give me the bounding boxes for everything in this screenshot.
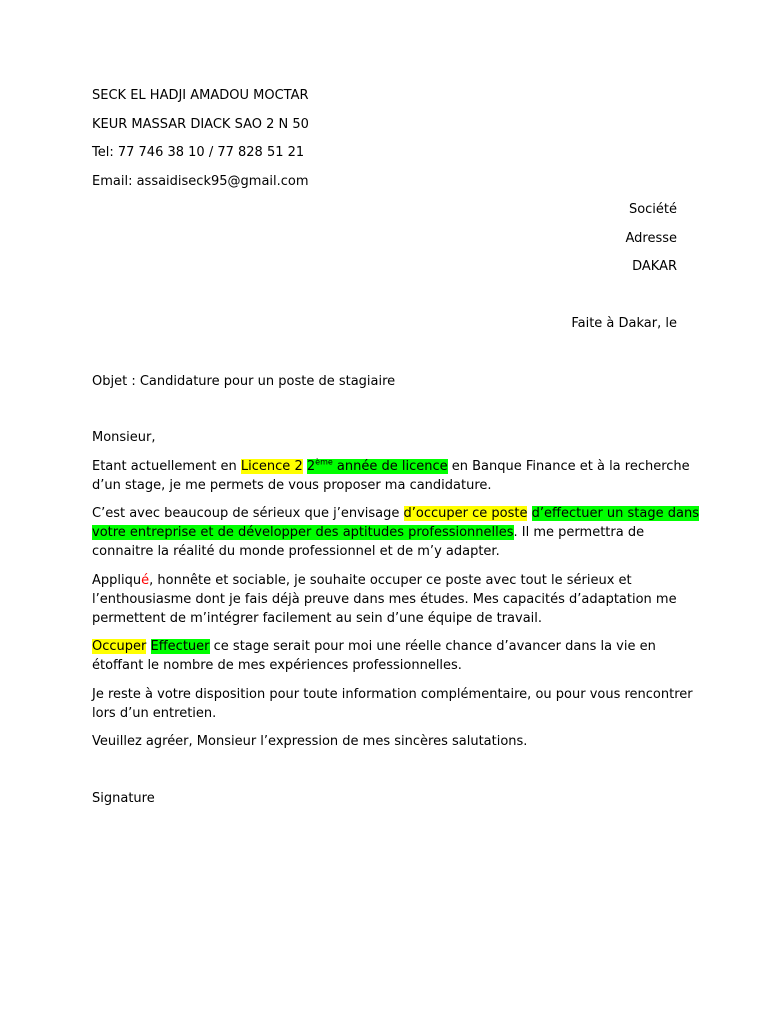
paragraph-1-line-1 bbox=[92, 457, 690, 476]
text-span: . Il me permettra de bbox=[513, 525, 645, 540]
highlight-yellow: Occuper bbox=[92, 639, 147, 654]
superscript: ème bbox=[315, 457, 333, 467]
recipient-address: Adresse bbox=[625, 231, 677, 246]
sender-email: Email: assaidiseck95@gmail.com bbox=[92, 174, 309, 189]
text-span: Appliqu bbox=[92, 573, 142, 588]
text-span: Etant actuellement en bbox=[92, 459, 241, 474]
text-span bbox=[146, 639, 150, 654]
paragraph-5 bbox=[92, 685, 693, 723]
paragraph-3-line-1 bbox=[92, 571, 680, 590]
sender-name: SECK EL HADJI AMADOU MOCTAR bbox=[92, 88, 309, 103]
paragraph-4-line-2: étoffant le nombre de mes expériences professionnelles. bbox=[92, 658, 462, 673]
paragraph-3-line-3: permettent de m’intégrer facilement au sein d’une équipe de travail. bbox=[92, 611, 543, 626]
paragraph-5-line-2: lors d’un entretien. bbox=[92, 706, 217, 721]
paragraph-2-line-2 bbox=[92, 523, 680, 542]
subject-line: Objet : Candidature pour un poste de stagiaire bbox=[92, 374, 396, 389]
paragraph-2 bbox=[92, 504, 699, 561]
place-date: Faite à Dakar, le bbox=[571, 316, 677, 331]
text-span bbox=[527, 506, 531, 521]
paragraph-4-line-1 bbox=[92, 637, 680, 656]
recipient-city: DAKAR bbox=[632, 259, 677, 274]
text-span: ce stage serait pour moi une réelle chance d’avancer dans la vie en bbox=[209, 639, 656, 654]
highlight-green bbox=[307, 459, 448, 474]
paragraph-2-line-3: connaitre la réalité du monde professionnel et de m’y adapter. bbox=[92, 544, 500, 559]
paragraph-1 bbox=[92, 457, 690, 495]
highlight-green: votre entreprise et de développer des aptitudes professionnelles bbox=[92, 525, 514, 540]
text-span: en Banque Finance et à la recherche bbox=[447, 459, 690, 474]
highlight-green: d’effectuer un stage dans bbox=[531, 506, 699, 521]
paragraph-4 bbox=[92, 637, 680, 675]
highlight-yellow: Licence 2 bbox=[240, 459, 303, 474]
red-text: é bbox=[141, 573, 150, 588]
signature: Signature bbox=[92, 791, 155, 806]
highlight-green: Effectuer bbox=[150, 639, 210, 654]
paragraph-1-line-2: d’un stage, je me permets de vous proposer ma candidature. bbox=[92, 478, 492, 493]
text-span: année de licence bbox=[332, 459, 448, 474]
paragraph-3 bbox=[92, 571, 680, 628]
salutation: Monsieur, bbox=[92, 430, 156, 445]
paragraph-2-line-1 bbox=[92, 504, 699, 523]
paragraph-5-line-1: Je reste à votre disposition pour toute information complémentaire, ou pour vous rencontrer bbox=[92, 687, 693, 702]
text-span: 2 bbox=[306, 459, 316, 474]
recipient-company: Société bbox=[628, 202, 677, 217]
sender-phone: Tel: 77 746 38 10 / 77 828 51 21 bbox=[92, 145, 305, 160]
closing-line: Veuillez agréer, Monsieur l’expression de mes sincères salutations. bbox=[92, 734, 528, 749]
text-span: C’est avec beaucoup de sérieux que j’envisage bbox=[92, 506, 404, 521]
highlight-yellow: d’occuper ce poste bbox=[403, 506, 528, 521]
sender-address: KEUR MASSAR DIACK SAO 2 N 50 bbox=[92, 117, 309, 132]
paragraph-3-line-2: l’enthousiasme dont je fais déjà preuve dans mes études. Mes capacités d’adaptation me bbox=[92, 592, 677, 607]
text-span: , honnête et sociable, je souhaite occuper ce poste avec tout le sérieux et bbox=[149, 573, 632, 588]
